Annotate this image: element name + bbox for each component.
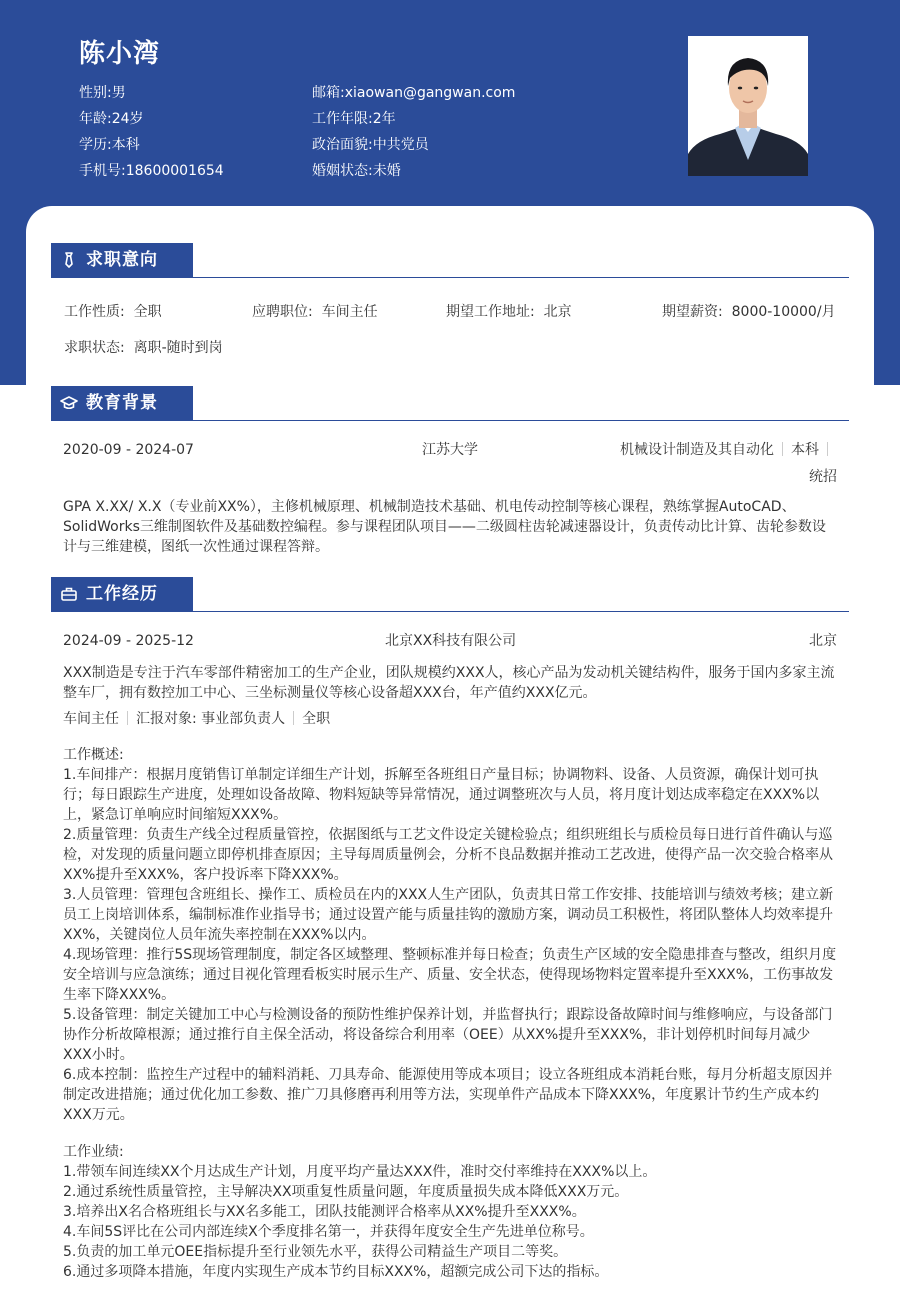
overview-item: 3.人员管理：管理包含班组长、操作工、质检员在内的XXX人生产团队，负责其日常工作安排、技能培训与绩效考核；建立新员工上岗培训体系，编制标准作业指导书；通过设置产能与质量挂钩的激励方案，调动员工积极性，将团队整体人均效率提升XX%，关键岗位人员年流失率控制在XXX%以内。 xyxy=(63,887,834,943)
info-label: 婚姻状态: xyxy=(312,163,373,179)
info-label: 政治面貌: xyxy=(312,137,373,153)
field-label: 期望工作地址: xyxy=(446,304,535,320)
edu-meta-line xyxy=(620,440,836,460)
info-phone xyxy=(79,158,224,184)
graduation-cap-icon xyxy=(60,394,78,412)
edu-degree: 本科 xyxy=(791,442,819,458)
section-job-intention xyxy=(51,243,849,278)
overview-item: 2.质量管理：负责生产线全过程质量管控，依据图纸与工艺文件设定关键检验点；组织班组长与质检员每日进行首件确认与巡检，对发现的质量问题立即停机排查原因；主导每周质量例会，分析不良品数据并推动工艺改进，使得产品一次交验合格率从XX%提升至XXX%，客户投诉率下降XXX%。 xyxy=(63,827,833,883)
info-value: 18600001654 xyxy=(125,163,224,179)
section-tab xyxy=(51,386,193,420)
info-value: 24岁 xyxy=(111,111,144,127)
overview-item: 1.车间排产：根据月度销售订单制定详细生产计划，拆解至各班组日产量目标；协调物料、设备、人员资源，确保计划可执行；每日跟踪生产进度，处理如设备故障、物料短缺等异常情况，通过调整班次与人员，将月度计划达成率稳定在XXX%以上，紧急订单响应时间缩短XXX%。 xyxy=(63,767,820,823)
candidate-name: 陈小湾 xyxy=(79,39,161,69)
info-label: 学历: xyxy=(79,137,112,153)
info-label: 年龄: xyxy=(79,111,112,127)
section-education xyxy=(51,386,849,421)
info-education xyxy=(79,132,224,158)
intent-nature xyxy=(64,302,162,322)
info-marital-status xyxy=(312,158,515,184)
separator xyxy=(827,442,828,456)
field-value: 全职 xyxy=(133,304,162,320)
field-label: 工作性质: xyxy=(64,304,125,320)
achievement-item: 5.负责的加工单元OEE指标提升至行业领先水平，获得公司精益生产项目二等奖。 xyxy=(63,1244,568,1260)
achievement-item: 2.通过系统性质量管控，主导解决XX项重复性质量问题，年度质量损失成本降低XXX万元。 xyxy=(63,1184,629,1200)
intent-location xyxy=(446,302,572,322)
field-value: 离职-随时到岗 xyxy=(133,340,223,356)
achievement-item: 6.通过多项降本措施，年度内实现生产成本节约目标XXX%，超额完成公司下达的指标。 xyxy=(63,1264,609,1280)
section-title: 教育背景 xyxy=(86,393,158,413)
intent-salary xyxy=(662,302,836,322)
separator xyxy=(127,711,128,725)
field-label: 求职状态: xyxy=(64,340,125,356)
section-title: 工作经历 xyxy=(86,584,158,604)
edu-school: 江苏大学 xyxy=(422,442,478,458)
work-job-type: 全职 xyxy=(302,711,331,727)
edu-description: GPA X.XX/ X.X（专业前XX%），主修机械原理、机械制造技术基础、机电传动控制等核心课程，熟练掌握AutoCAD、SolidWorks三维制图软件及基础数控编程。参与课程团队项目——二级圆柱齿轮减速器设计，负责传动比计算、齿轮参数设计与三维建模，图纸一次性通过课程答辩。 xyxy=(63,499,826,555)
section-title: 求职意向 xyxy=(86,250,158,270)
overview-item: 4.现场管理：推行5S现场管理制度，制定各区域整理、整顿标准并每日检查；负责生产区域的安全隐患排查与整改，组织月度安全培训与应急演练；通过目视化管理看板实时展示生产、质量、安全状态，使得现场物料定置率提升至XXX%，工伤事故发生率下降XXX%。 xyxy=(63,947,837,1003)
info-label: 手机号: xyxy=(79,163,126,179)
briefcase-icon xyxy=(60,585,78,603)
work-role: 车间主任 xyxy=(63,711,119,727)
info-label: 工作年限: xyxy=(312,111,373,127)
info-work-years xyxy=(312,106,515,132)
info-value: 2年 xyxy=(372,111,396,127)
achievements-title: 工作业绩: xyxy=(63,1144,124,1160)
edu-type: 统招 xyxy=(809,469,837,485)
info-label: 性别: xyxy=(79,85,112,101)
work-city: 北京 xyxy=(809,633,837,649)
overview-item: 6.成本控制：监控生产过程中的辅料消耗、刀具寿命、能源使用等成本项目；设立各班组成本消耗台账，每月分析超支原因并制定改进措施；通过优化加工参数、推广刀具修磨再利用等方法，实现单件产品成本下降XXX%，年度累计节约生产成本约XXX万元。 xyxy=(63,1067,833,1123)
info-value: xiaowan@gangwan.com xyxy=(344,85,516,101)
edu-major: 机械设计制造及其自动化 xyxy=(620,442,774,458)
work-overview xyxy=(63,745,838,1125)
work-report: 汇报对象: 事业部负责人 xyxy=(136,711,286,727)
info-political-status xyxy=(312,132,515,158)
portrait-illustration xyxy=(688,36,808,176)
field-label: 应聘职位: xyxy=(252,304,313,320)
achievement-item: 4.车间5S评比在公司内部连续X个季度排名第一，并获得年度安全生产先进单位称号。 xyxy=(63,1224,594,1240)
separator xyxy=(782,442,783,456)
info-value: 中共党员 xyxy=(372,137,429,153)
section-work-experience xyxy=(51,577,849,612)
intent-status xyxy=(64,338,223,358)
info-right-column xyxy=(312,80,515,184)
section-tab xyxy=(51,243,193,277)
achievement-item: 3.培养出X名合格班组长与XX名多能工，团队技能测评合格率从XX%提升至XXX%。 xyxy=(63,1204,586,1220)
work-role-line xyxy=(63,709,330,729)
separator xyxy=(293,711,294,725)
info-age xyxy=(79,106,224,132)
overview-title: 工作概述: xyxy=(63,747,124,763)
field-label: 期望薪资: xyxy=(662,304,723,320)
field-value: 北京 xyxy=(543,304,572,320)
info-value: 男 xyxy=(111,85,126,101)
work-company-description: XXX制造是专注于汽车零部件精密加工的生产企业，团队规模约XXX人，核心产品为发动机关键结构件，服务于国内多家主流整车厂，拥有数控加工中心、三坐标测量仪等核心设备超XXX台，年产值约XXX亿元。 xyxy=(63,665,835,701)
field-value: 8000-10000/月 xyxy=(731,304,836,320)
overview-item: 5.设备管理：制定关键加工中心与检测设备的预防性维护保养计划，并监督执行；跟踪设备故障时间与维修响应，与设备部门协作分析故障根源；通过推行自主保全活动，将设备综合利用率（OEE）从XX%提升至XXX%，非计划停机时间每月减少XXX小时。 xyxy=(63,1007,833,1063)
tie-icon xyxy=(60,251,78,269)
info-value: 本科 xyxy=(111,137,140,153)
edu-period: 2020-09 - 2024-07 xyxy=(63,442,194,458)
profile-photo xyxy=(688,36,808,176)
section-tab xyxy=(51,577,193,611)
work-achievements xyxy=(63,1142,838,1282)
info-value: 未婚 xyxy=(372,163,401,179)
work-period: 2024-09 - 2025-12 xyxy=(63,633,194,649)
info-email xyxy=(312,80,515,106)
intent-position xyxy=(252,302,378,322)
work-company: 北京XX科技有限公司 xyxy=(385,633,517,649)
info-label: 邮箱: xyxy=(312,85,345,101)
field-value: 车间主任 xyxy=(321,304,378,320)
info-left-column xyxy=(79,80,224,184)
info-gender xyxy=(79,80,224,106)
achievement-item: 1.带领车间连续XX个月达成生产计划，月度平均产量达XXX件，准时交付率维持在XXX%以上。 xyxy=(63,1164,657,1180)
